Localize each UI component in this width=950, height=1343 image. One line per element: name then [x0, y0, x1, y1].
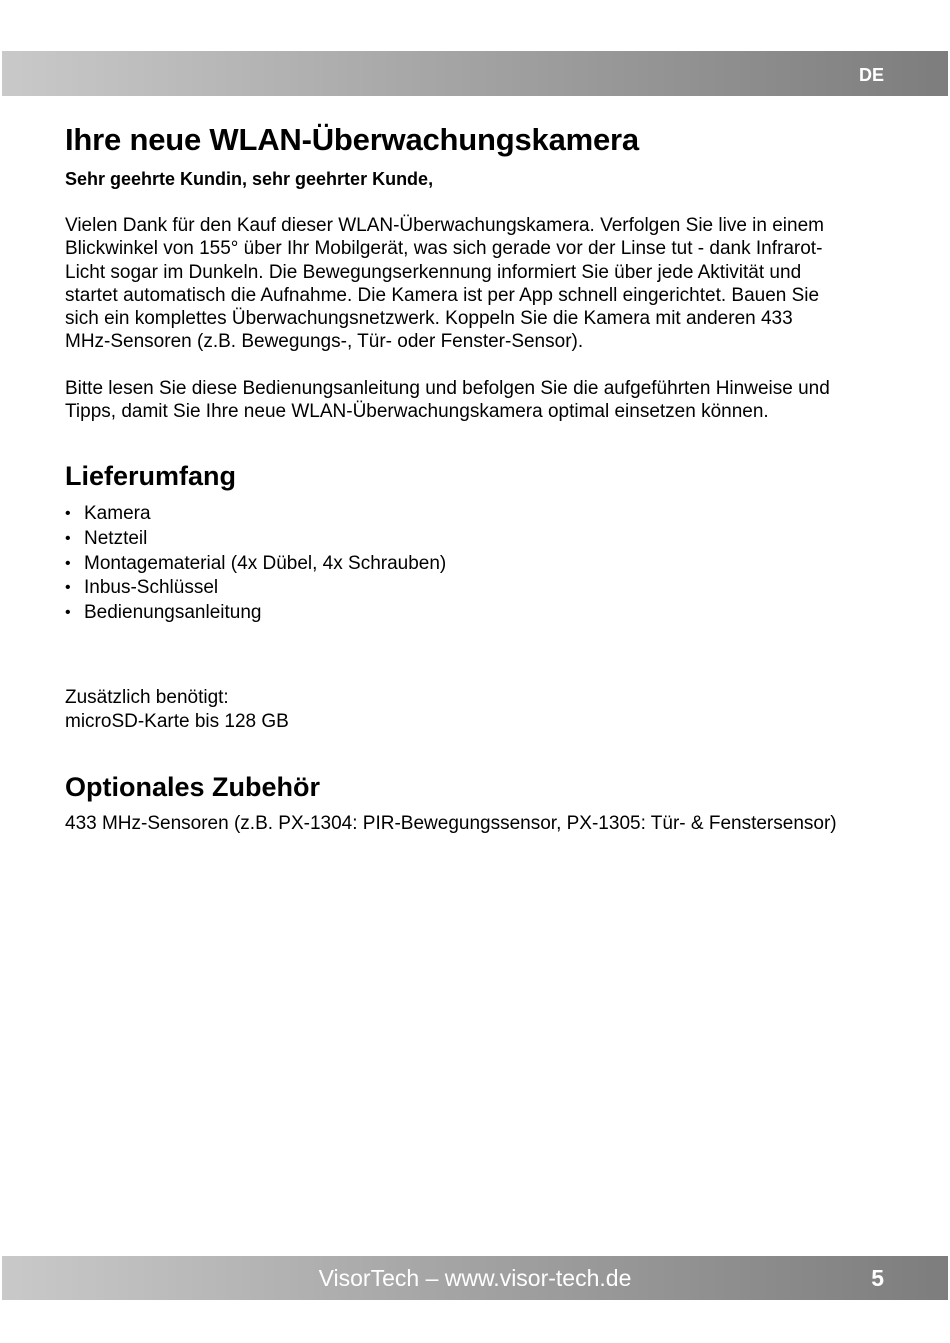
bullet-icon: •	[65, 529, 71, 547]
page-number: 5	[871, 1265, 884, 1291]
list-item-label: Netzteil	[84, 527, 148, 549]
language-label: DE	[858, 65, 884, 85]
page-content	[65, 120, 905, 835]
list-item-label: Kamera	[84, 503, 151, 525]
text-line: sich ein komplettes Überwachungsnetzwerk. Koppeln Sie die Kamera mit anderen 433	[65, 308, 793, 330]
additional-label: Zusätzlich benötigt:	[65, 687, 229, 709]
text-line: MHz-Sensoren (z.B. Bewegungs-, Tür- oder Fenster-Sensor).	[65, 331, 584, 353]
list-item	[65, 527, 905, 552]
bullet-icon: •	[65, 554, 71, 572]
list-item-label: Inbus-Schlüssel	[84, 577, 219, 599]
text-line: Licht sogar im Dunkeln. Die Bewegungserkennung informiert Sie über jede Aktivität und	[65, 261, 802, 283]
text-line: Bitte lesen Sie diese Bedienungsanleitung und befolgen Sie die aufgeführten Hinweise und	[65, 377, 830, 399]
text-line: startet automatisch die Aufnahme. Die Kamera ist per App schnell eingerichtet. Bauen Sie	[65, 284, 820, 306]
text-line: Tipps, damit Sie Ihre neue WLAN-Überwachungskamera optimal einsetzen können.	[65, 401, 769, 423]
list-item	[65, 601, 905, 626]
footer-bar	[2, 1256, 948, 1300]
page-title: Ihre neue WLAN-Überwachungskamera	[65, 122, 639, 157]
salutation: Sehr geehrte Kundin, sehr geehrter Kunde,	[65, 169, 434, 189]
optional-heading: Optionales Zubehör	[65, 771, 321, 802]
text-line: Blickwinkel von 155° über Ihr Mobilgerät, was sich gerade vor der Linse tut - dank Infrarot-	[65, 238, 823, 260]
bullet-icon: •	[65, 603, 71, 621]
instructions-paragraph	[65, 377, 905, 424]
scope-list	[65, 502, 905, 625]
text-line: Vielen Dank für den Kauf dieser WLAN-Überwachungskamera. Verfolgen Sie live in einem	[65, 215, 824, 236]
list-item	[65, 576, 905, 601]
additional-requirements	[65, 686, 905, 733]
intro-paragraph	[65, 214, 905, 354]
additional-value: microSD-Karte bis 128 GB	[65, 710, 289, 732]
optional-text: 433 MHz-Sensoren (z.B. PX-1304: PIR-Bewegungssensor, PX-1305: Tür- & Fenstersensor)	[65, 812, 837, 834]
list-item-label: Montagematerial (4x Dübel, 4x Schrauben)	[84, 552, 447, 574]
scope-heading: Lieferumfang	[65, 461, 237, 492]
header-bar	[2, 51, 948, 96]
list-item	[65, 552, 905, 577]
bullet-icon: •	[65, 505, 71, 523]
list-item	[65, 502, 905, 527]
bullet-icon: •	[65, 579, 71, 597]
footer-brand: VisorTech – www.visor-tech.de	[318, 1265, 632, 1291]
list-item-label: Bedienungsanleitung	[84, 601, 262, 623]
